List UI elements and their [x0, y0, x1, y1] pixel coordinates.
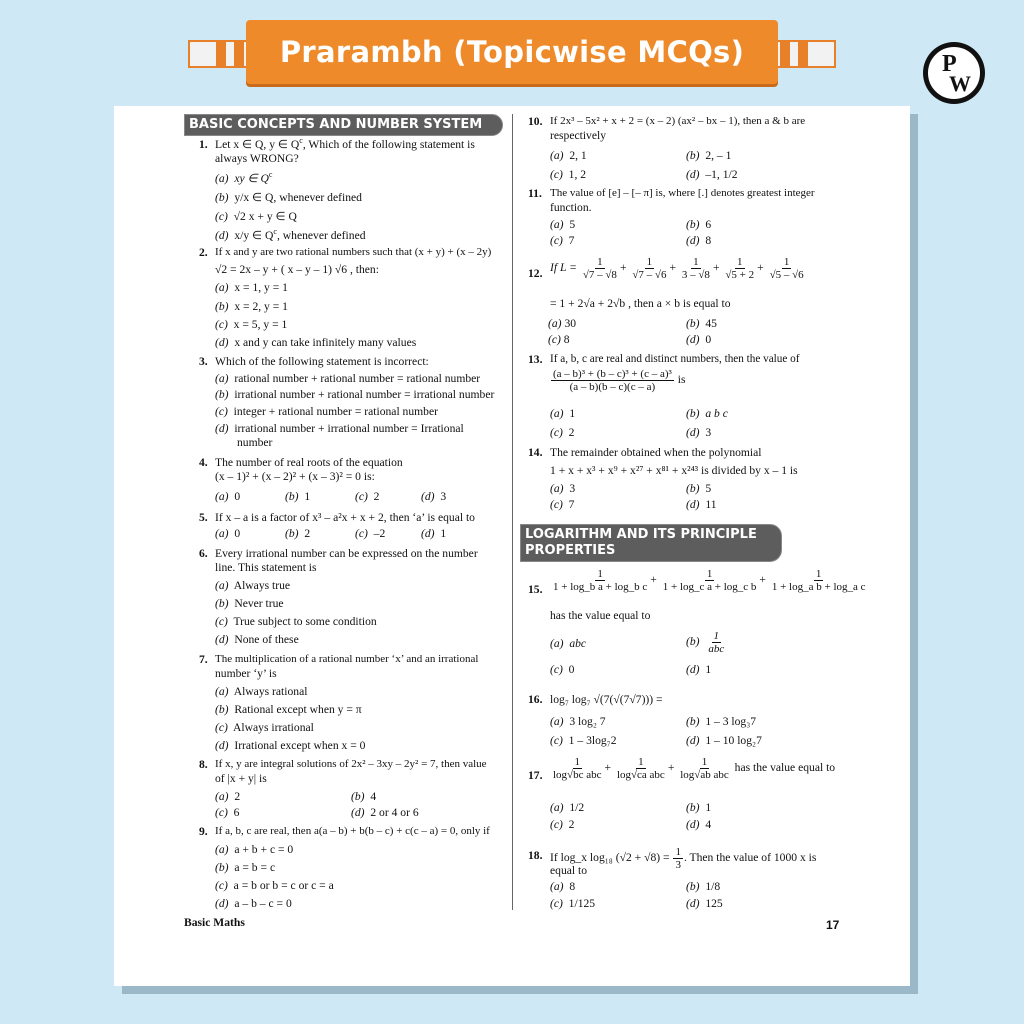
question-text-line2: number ‘y’ is — [215, 667, 277, 680]
question-text: If a, b, c are real, then a(a – b) + b(b – c) + c(c – a) = 0, only if — [215, 825, 490, 837]
textbook-page — [114, 106, 910, 986]
option-d[interactable]: (d) 1 — [421, 527, 447, 540]
option-c[interactable]: (c) –2 — [355, 527, 386, 540]
option-d[interactable]: (d) 2 or 4 or 6 — [351, 806, 419, 819]
option-a[interactable]: (a) abc — [550, 637, 587, 650]
option-a[interactable]: (a) 8 — [550, 880, 576, 893]
question-number: 10. — [528, 115, 543, 128]
option-a[interactable]: (a) x = 1, y = 1 — [215, 281, 288, 294]
question-number: 3. — [199, 355, 208, 368]
option-d[interactable]: (d) irrational number + irrational number = Irrational — [215, 422, 464, 435]
logo-letter-p: P — [942, 51, 957, 77]
option-b[interactable]: (b) 6 — [686, 218, 712, 231]
option-c[interactable]: (c) 7 — [550, 498, 575, 511]
question-number: 17. — [528, 769, 543, 782]
option-a[interactable]: (a) 1 — [550, 407, 576, 420]
option-c[interactable]: (c) True subject to some condition — [215, 615, 377, 628]
question-number: 5. — [199, 511, 208, 524]
option-c[interactable]: (c) integer + rational number = rational number — [215, 405, 438, 418]
banner-title: Prarambh (Topicwise MCQs) — [279, 35, 745, 69]
question-formula: $\frac{1}{\text{1 + log\_b a + log\_b c}}$ + $\frac{1}{\text{1 + log\_c a + log\_c b}}$ + $\frac{1}{\text{1 + log\_a b + log\_a c}}$ — [553, 568, 866, 593]
question-number: 14. — [528, 446, 543, 459]
question-number: 15. — [528, 583, 543, 596]
question-number: 16. — [528, 693, 543, 706]
question-number: 7. — [199, 653, 208, 666]
option-d[interactable]: (d) –1, 1/2 — [686, 168, 738, 181]
option-c[interactable]: (c) 7 — [550, 234, 575, 247]
option-b[interactable]: (b) 1 – 3 log₃7 — [686, 715, 757, 728]
question-number: 11. — [528, 187, 542, 200]
option-d[interactable]: (d) 3 — [686, 426, 712, 439]
question-text: Let x ∈ Q, y ∈ $Q^c$, Which of the following statement is — [215, 136, 475, 151]
option-b[interactable]: (b) a b c — [686, 407, 728, 420]
question-text-line2: (x – 1)² + (x – 2)² + (x – 3)² = 0 is: — [215, 470, 375, 483]
question-text-line2: of |x + y| is — [215, 772, 267, 785]
question-number: 9. — [199, 825, 208, 838]
option-c[interactable]: (c) 1, 2 — [550, 168, 587, 181]
question-text: Every irrational number can be expressed on the number — [215, 547, 478, 560]
option-d[interactable]: (d) None of these — [215, 633, 299, 646]
option-a[interactable]: (a) a + b + c = 0 — [215, 843, 294, 856]
option-b[interactable]: (b) 1/8 — [686, 880, 721, 893]
option-c[interactable]: (c) Always irrational — [215, 721, 314, 734]
question-text: The value of [e] – [– π] is, where [.] denotes greatest integer — [550, 187, 815, 199]
question-number: 4. — [199, 456, 208, 469]
section-header-logarithm: LOGARITHM AND ITS PRINCIPLE PROPERTIES — [520, 524, 782, 562]
option-b[interactable]: (b) Never true — [215, 597, 284, 610]
option-a[interactable]: (a) rational number + rational number = rational number — [215, 372, 481, 385]
option-a[interactable]: (a) 1/2 — [550, 801, 585, 814]
question-formula: $\frac{\text{(a – b)³ + (b – c)³ + (c – a)³}}{(a - b)(b - c)(c - a)}$ is — [553, 368, 686, 393]
question-text-line2: respectively — [550, 129, 607, 142]
logo-letter-w: W — [949, 71, 971, 96]
question-text-line2: always WRONG? — [215, 152, 299, 165]
option-c[interactable]: (c) 2 — [550, 818, 575, 831]
option-c[interactable]: (c) √2 x + y ∈ Q — [215, 210, 297, 223]
question-text-line2: equal to — [550, 864, 588, 877]
option-b[interactable]: (b) x = 2, y = 1 — [215, 300, 288, 313]
option-d[interactable]: (d) 0 — [686, 333, 712, 346]
option-d[interactable]: (d) 11 — [686, 498, 717, 511]
question-number: 13. — [528, 353, 543, 366]
question-number: 6. — [199, 547, 208, 560]
question-text: log₇ log₇ √(7(√(7√7))) = — [550, 693, 663, 706]
option-d[interactable]: (d) x and y can take infinitely many values — [215, 336, 417, 349]
question-text: The number of real roots of the equation — [215, 456, 403, 469]
question-formula: $\frac{1}{\text{log√bc abc}}$ + $\frac{1}{\text{log√ca abc}}$ + $\frac{1}{\text{log√ab abc}}$ has the value equal to — [553, 756, 836, 781]
header-banner — [188, 20, 836, 88]
question-text-line2: line. This statement is — [215, 561, 317, 574]
question-number: 8. — [199, 758, 208, 771]
option-a[interactable]: (a) 0 — [215, 527, 241, 540]
option-d[interactable]: (d) 3 — [421, 490, 447, 503]
question-text-line2: √2 = 2x – y + ( x – y – 1) √6 , then: — [215, 263, 379, 276]
option-b[interactable]: (b) 1 — [285, 490, 311, 503]
question-number: 12. — [528, 267, 543, 280]
question-text-line2: has the value equal to — [550, 609, 651, 622]
option-a[interactable]: (a) 3 log₂ 7 — [550, 715, 606, 728]
question-text: Which of the following statement is incorrect: — [215, 355, 429, 368]
question-text: If 2x³ – 5x² + x + 2 = (x – 2) (ax² – bx – 1), then a & b are — [550, 115, 806, 127]
option-d[interactable]: (d) 1 – 10 log₂7 — [686, 734, 762, 747]
footer-subject: Basic Maths — [184, 916, 245, 929]
question-number: 1. — [199, 138, 208, 151]
option-b[interactable]: (b) Rational except when y = π — [215, 703, 362, 716]
option-c[interactable]: (c) 6 — [215, 806, 240, 819]
option-d[interactable]: (d) 4 — [686, 818, 712, 831]
option-c[interactable]: (c) a = b or b = c or c = a — [215, 879, 334, 892]
option-b[interactable]: (b) $\frac{1}{\text{abc}}$ — [686, 630, 725, 655]
question-text-line2: 1 + x + x³ + x⁹ + x²⁷ + x⁸¹ + x²⁴³ is divided by x – 1 is — [550, 464, 798, 477]
option-b[interactable]: (b) 1 — [686, 801, 712, 814]
option-d[interactable]: (d) 1 — [686, 663, 712, 676]
option-a[interactable]: (a) 30 — [548, 317, 577, 330]
option-a[interactable]: (a) xy ∈ $Q^c$ — [215, 170, 273, 185]
question-text: If x – a is a factor of x³ – a²x + x + 2, then ‘a’ is equal to — [215, 511, 475, 524]
question-text: If a, b, c are real and distinct numbers, then the value of — [550, 353, 800, 365]
option-a[interactable]: (a) Always rational — [215, 685, 308, 698]
question-text-line2: = 1 + 2√a + 2√b , then a × b is equal to — [550, 297, 731, 310]
option-a[interactable]: (a) 5 — [550, 218, 576, 231]
question-text: If x, y are integral solutions of 2x² – 3xy – 2y² = 7, then value — [215, 758, 487, 770]
option-a[interactable]: (a) Always true — [215, 579, 291, 592]
option-b[interactable]: (b) irrational number + rational number = irrational number — [215, 388, 495, 401]
option-c[interactable]: (c) x = 5, y = 1 — [215, 318, 288, 331]
question-text-line2: function. — [550, 201, 592, 214]
section-header-basic-concepts: BASIC CONCEPTS AND NUMBER SYSTEM — [184, 114, 503, 136]
option-c[interactable]: (c) 2 — [355, 490, 380, 503]
banner-title-box — [246, 20, 778, 84]
question-number: 2. — [199, 246, 208, 259]
option-c[interactable]: (c) 0 — [550, 663, 575, 676]
option-b[interactable]: (b) 2 — [285, 527, 311, 540]
option-c[interactable]: (c) 2 — [550, 426, 575, 439]
option-d[interactable]: (d) x/y ∈ $Q^c$, whenever defined — [215, 227, 366, 242]
option-b[interactable]: (b) 45 — [686, 317, 717, 330]
question-text: The remainder obtained when the polynomial — [550, 446, 762, 459]
option-b[interactable]: (b) a = b = c — [215, 861, 276, 874]
option-d-line2: number — [237, 436, 273, 449]
question-formula: If L = $\frac{1}{√7 - √8}$ + $\frac{1}{√7 - √6}$ + $\frac{1}{3 - √8}$ + $\frac{1}{√5 + 2}$ + $\frac{1}{√5 - √6}$ — [550, 256, 804, 281]
option-d[interactable]: (d) 125 — [686, 897, 723, 910]
option-a[interactable]: (a) 2, 1 — [550, 149, 587, 162]
option-a[interactable]: (a) 2 — [215, 790, 241, 803]
option-d[interactable]: (d) Irrational except when x = 0 — [215, 739, 366, 752]
question-text: If log_x log₁₈ (√2 + √8) = $\frac{1}{3}$ . Then the value of 1000 x is — [550, 846, 817, 871]
question-text: The multiplication of a rational number ‘x’ and an irrational — [215, 653, 479, 665]
option-a[interactable]: (a) 3 — [550, 482, 576, 495]
pw-logo — [923, 42, 985, 104]
option-d[interactable]: (d) a – b – c = 0 — [215, 897, 292, 910]
option-b[interactable]: (b) y/x ∈ Q, whenever defined — [215, 191, 362, 204]
option-c[interactable]: (c) 1/125 — [550, 897, 596, 910]
question-text: If x and y are two rational numbers such that (x + y) + (x – 2y) — [215, 246, 492, 258]
option-c[interactable]: (c) 1 – 3log₇2 — [550, 734, 617, 747]
option-a[interactable]: (a) 0 — [215, 490, 241, 503]
option-d[interactable]: (d) 8 — [686, 234, 712, 247]
option-b[interactable]: (b) 5 — [686, 482, 712, 495]
option-c[interactable]: (c) 8 — [548, 333, 570, 346]
option-b[interactable]: (b) 2, – 1 — [686, 149, 732, 162]
question-number: 18. — [528, 849, 543, 862]
column-divider — [512, 114, 513, 910]
option-b[interactable]: (b) 4 — [351, 790, 377, 803]
page-number: 17 — [826, 918, 840, 932]
